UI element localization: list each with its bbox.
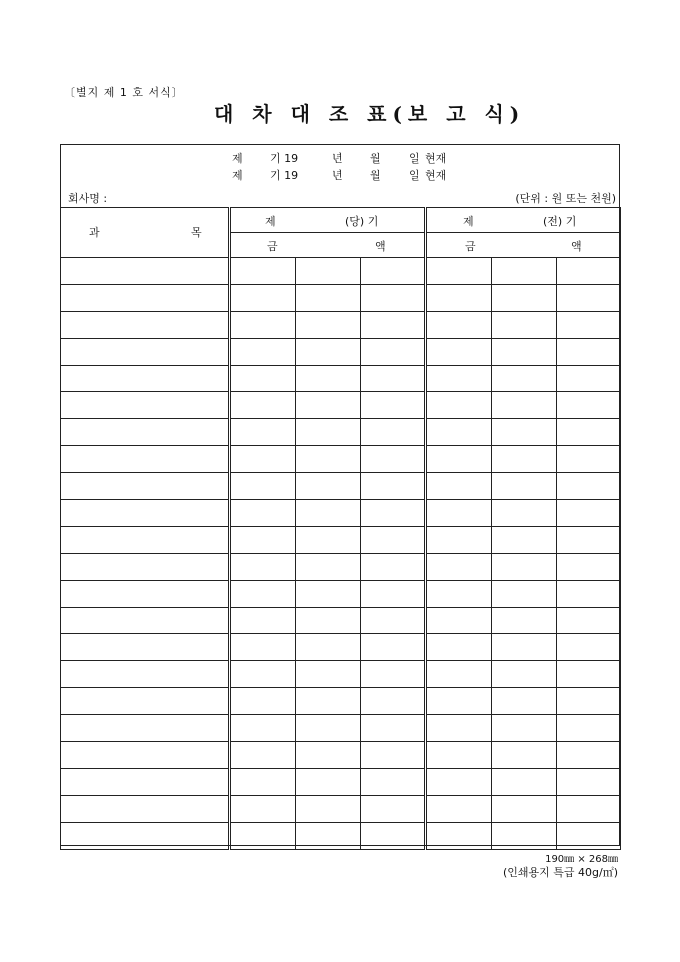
amount-cell[interactable] xyxy=(361,419,426,446)
amount-cell[interactable] xyxy=(557,526,621,553)
amount-cell[interactable] xyxy=(296,500,361,527)
amount-cell[interactable] xyxy=(361,311,426,338)
amount-cell[interactable] xyxy=(557,607,621,634)
period-1-prefix: 제 xyxy=(232,152,243,165)
account-header xyxy=(61,208,230,258)
amount-cell[interactable] xyxy=(557,473,621,500)
paper-size: 190㎜ × 268㎜ xyxy=(545,854,618,865)
account-cell[interactable] xyxy=(61,795,230,822)
account-cell[interactable] xyxy=(61,580,230,607)
current-period-prefix: 제 xyxy=(265,215,276,228)
amount-cell[interactable] xyxy=(492,580,557,607)
amount-cell[interactable] xyxy=(492,284,557,311)
amount-cell[interactable] xyxy=(361,553,426,580)
amount-cell[interactable] xyxy=(557,822,621,849)
amount-cell[interactable] xyxy=(492,419,557,446)
account-header-char2: 목 xyxy=(191,226,202,239)
account-cell[interactable] xyxy=(61,715,230,742)
form-number: 〔별지 제 1 호 서식〕 xyxy=(64,86,184,99)
table-row xyxy=(61,634,621,661)
amount-cell[interactable] xyxy=(230,661,296,688)
amount-cell[interactable] xyxy=(557,795,621,822)
account-cell[interactable] xyxy=(61,768,230,795)
amount-cell[interactable] xyxy=(296,392,361,419)
table-row xyxy=(61,419,621,446)
amount-cell[interactable] xyxy=(230,634,296,661)
amount-cell[interactable] xyxy=(492,742,557,769)
amount-cell[interactable] xyxy=(230,526,296,553)
prior-amount-header xyxy=(426,233,621,258)
table-row xyxy=(61,338,621,365)
amount-cell[interactable] xyxy=(492,634,557,661)
amount-cell[interactable] xyxy=(426,795,492,822)
amount-cell[interactable] xyxy=(296,715,361,742)
current-amount-char1: 금 xyxy=(267,240,278,253)
amount-cell[interactable] xyxy=(296,365,361,392)
table-row xyxy=(61,768,621,795)
amount-cell[interactable] xyxy=(426,419,492,446)
prior-period-prefix: 제 xyxy=(463,215,474,228)
amount-cell[interactable] xyxy=(361,338,426,365)
table-row xyxy=(61,446,621,473)
account-cell[interactable] xyxy=(61,392,230,419)
account-cell[interactable] xyxy=(61,500,230,527)
amount-cell[interactable] xyxy=(492,822,557,849)
amount-cell[interactable] xyxy=(426,392,492,419)
table-row xyxy=(61,392,621,419)
amount-cell[interactable] xyxy=(426,553,492,580)
amount-cell[interactable] xyxy=(426,580,492,607)
amount-cell[interactable] xyxy=(426,661,492,688)
amount-cell[interactable] xyxy=(230,338,296,365)
table-row xyxy=(61,311,621,338)
amount-cell[interactable] xyxy=(492,258,557,285)
amount-cell[interactable] xyxy=(296,822,361,849)
prior-amount-char2: 액 xyxy=(571,240,582,253)
account-cell[interactable] xyxy=(61,258,230,285)
account-cell[interactable] xyxy=(61,526,230,553)
period-2-year: 년 xyxy=(332,169,343,182)
amount-cell[interactable] xyxy=(492,365,557,392)
amount-cell[interactable] xyxy=(230,392,296,419)
current-period-label: (당) 기 xyxy=(345,215,379,228)
amount-cell[interactable] xyxy=(492,715,557,742)
account-cell[interactable] xyxy=(61,634,230,661)
document-title: 대 차 대 조 표(보 고 식) xyxy=(214,102,526,126)
balance-sheet-table xyxy=(60,207,621,850)
amount-cell[interactable] xyxy=(492,553,557,580)
amount-cell[interactable] xyxy=(361,607,426,634)
amount-cell[interactable] xyxy=(296,338,361,365)
amount-cell[interactable] xyxy=(492,526,557,553)
company-name-label: 회사명 : xyxy=(68,192,108,205)
table-row xyxy=(61,822,621,849)
amount-cell[interactable] xyxy=(492,688,557,715)
period-2-suffix: 현재 xyxy=(425,169,447,182)
period-1-term: 기 19 xyxy=(270,152,299,165)
amount-cell[interactable] xyxy=(230,795,296,822)
account-cell[interactable] xyxy=(61,419,230,446)
amount-cell[interactable] xyxy=(492,795,557,822)
table-row xyxy=(61,284,621,311)
amount-cell[interactable] xyxy=(296,526,361,553)
amount-cell[interactable] xyxy=(557,338,621,365)
amount-cell[interactable] xyxy=(230,419,296,446)
amount-cell[interactable] xyxy=(230,580,296,607)
paper-spec: (인쇄용지 특급 40g/㎡) xyxy=(502,866,618,879)
amount-cell[interactable] xyxy=(296,607,361,634)
amount-cell[interactable] xyxy=(230,768,296,795)
current-amount-char2: 액 xyxy=(375,240,386,253)
current-period-header xyxy=(230,208,426,233)
table-row xyxy=(61,607,621,634)
amount-cell[interactable] xyxy=(557,258,621,285)
amount-cell[interactable] xyxy=(361,365,426,392)
amount-cell[interactable] xyxy=(230,258,296,285)
amount-cell[interactable] xyxy=(361,822,426,849)
amount-cell[interactable] xyxy=(361,526,426,553)
table-row xyxy=(61,553,621,580)
amount-cell[interactable] xyxy=(296,580,361,607)
amount-cell[interactable] xyxy=(426,768,492,795)
period-1-year: 년 xyxy=(332,152,343,165)
amount-cell[interactable] xyxy=(426,338,492,365)
amount-cell[interactable] xyxy=(230,688,296,715)
amount-cell[interactable] xyxy=(492,392,557,419)
amount-cell[interactable] xyxy=(361,500,426,527)
amount-cell[interactable] xyxy=(557,311,621,338)
table-row xyxy=(61,580,621,607)
amount-cell[interactable] xyxy=(361,446,426,473)
amount-cell[interactable] xyxy=(492,338,557,365)
table-row xyxy=(61,500,621,527)
amount-cell[interactable] xyxy=(361,795,426,822)
table-body xyxy=(61,258,621,850)
amount-cell[interactable] xyxy=(361,258,426,285)
amount-cell[interactable] xyxy=(426,311,492,338)
amount-cell[interactable] xyxy=(557,365,621,392)
amount-cell[interactable] xyxy=(426,284,492,311)
amount-cell[interactable] xyxy=(361,688,426,715)
account-cell[interactable] xyxy=(61,446,230,473)
prior-amount-char1: 금 xyxy=(465,240,476,253)
amount-cell[interactable] xyxy=(230,553,296,580)
amount-cell[interactable] xyxy=(361,284,426,311)
amount-cell[interactable] xyxy=(557,715,621,742)
amount-cell[interactable] xyxy=(426,526,492,553)
amount-cell[interactable] xyxy=(426,258,492,285)
account-cell[interactable] xyxy=(61,311,230,338)
account-cell[interactable] xyxy=(61,284,230,311)
amount-cell[interactable] xyxy=(230,607,296,634)
amount-cell[interactable] xyxy=(492,500,557,527)
account-cell[interactable] xyxy=(61,661,230,688)
period-1-day: 일 xyxy=(409,152,420,165)
amount-cell[interactable] xyxy=(296,284,361,311)
amount-cell[interactable] xyxy=(296,688,361,715)
account-cell[interactable] xyxy=(61,473,230,500)
amount-cell[interactable] xyxy=(296,473,361,500)
period-1-suffix: 현재 xyxy=(425,152,447,165)
account-cell[interactable] xyxy=(61,553,230,580)
table-row xyxy=(61,661,621,688)
account-cell[interactable] xyxy=(61,742,230,769)
amount-cell[interactable] xyxy=(230,365,296,392)
amount-cell[interactable] xyxy=(361,661,426,688)
period-2-prefix: 제 xyxy=(232,169,243,182)
amount-cell[interactable] xyxy=(426,822,492,849)
amount-cell[interactable] xyxy=(296,768,361,795)
amount-cell[interactable] xyxy=(296,311,361,338)
period-2-month: 월 xyxy=(370,169,381,182)
amount-cell[interactable] xyxy=(230,311,296,338)
table-row xyxy=(61,688,621,715)
amount-cell[interactable] xyxy=(230,715,296,742)
amount-cell[interactable] xyxy=(361,392,426,419)
amount-cell[interactable] xyxy=(230,284,296,311)
amount-cell[interactable] xyxy=(296,661,361,688)
amount-cell[interactable] xyxy=(557,446,621,473)
amount-cell[interactable] xyxy=(557,768,621,795)
amount-cell[interactable] xyxy=(230,473,296,500)
prior-period-header xyxy=(426,208,621,233)
amount-cell[interactable] xyxy=(557,284,621,311)
amount-cell[interactable] xyxy=(426,446,492,473)
account-cell[interactable] xyxy=(61,365,230,392)
table-row xyxy=(61,715,621,742)
amount-cell[interactable] xyxy=(557,419,621,446)
amount-cell[interactable] xyxy=(557,553,621,580)
amount-cell[interactable] xyxy=(492,473,557,500)
amount-cell[interactable] xyxy=(492,311,557,338)
amount-cell[interactable] xyxy=(361,473,426,500)
amount-cell[interactable] xyxy=(426,715,492,742)
amount-cell[interactable] xyxy=(426,688,492,715)
account-cell[interactable] xyxy=(61,688,230,715)
amount-cell[interactable] xyxy=(557,634,621,661)
amount-cell[interactable] xyxy=(492,446,557,473)
amount-cell[interactable] xyxy=(296,419,361,446)
amount-cell[interactable] xyxy=(296,795,361,822)
account-cell[interactable] xyxy=(61,607,230,634)
amount-cell[interactable] xyxy=(361,768,426,795)
amount-cell[interactable] xyxy=(557,580,621,607)
amount-cell[interactable] xyxy=(557,661,621,688)
amount-cell[interactable] xyxy=(296,446,361,473)
amount-cell[interactable] xyxy=(557,742,621,769)
amount-cell[interactable] xyxy=(426,607,492,634)
table-row xyxy=(61,795,621,822)
period-1-month: 월 xyxy=(370,152,381,165)
unit-label: (단위 : 원 또는 천원) xyxy=(515,192,616,205)
period-2-day: 일 xyxy=(409,169,420,182)
amount-cell[interactable] xyxy=(492,661,557,688)
amount-cell[interactable] xyxy=(361,634,426,661)
amount-cell[interactable] xyxy=(426,742,492,769)
amount-cell[interactable] xyxy=(230,822,296,849)
table-row xyxy=(61,742,621,769)
period-2-term: 기 19 xyxy=(270,169,299,182)
amount-cell[interactable] xyxy=(296,553,361,580)
amount-cell[interactable] xyxy=(230,446,296,473)
amount-cell[interactable] xyxy=(230,742,296,769)
account-cell[interactable] xyxy=(61,338,230,365)
amount-cell[interactable] xyxy=(230,500,296,527)
amount-cell[interactable] xyxy=(426,500,492,527)
amount-cell[interactable] xyxy=(426,365,492,392)
amount-cell[interactable] xyxy=(557,392,621,419)
amount-cell[interactable] xyxy=(426,634,492,661)
table-row xyxy=(61,258,621,285)
amount-cell[interactable] xyxy=(426,473,492,500)
amount-cell[interactable] xyxy=(557,500,621,527)
prior-period-label: (전) 기 xyxy=(543,215,577,228)
account-cell[interactable] xyxy=(61,822,230,849)
current-amount-header xyxy=(230,233,426,258)
amount-cell[interactable] xyxy=(557,688,621,715)
amount-cell[interactable] xyxy=(361,742,426,769)
amount-cell[interactable] xyxy=(361,715,426,742)
table-row xyxy=(61,526,621,553)
table-row xyxy=(61,473,621,500)
account-header-char1: 과 xyxy=(89,226,100,239)
amount-cell[interactable] xyxy=(492,607,557,634)
amount-cell[interactable] xyxy=(296,634,361,661)
amount-cell[interactable] xyxy=(361,580,426,607)
amount-cell[interactable] xyxy=(296,742,361,769)
table-row xyxy=(61,365,621,392)
amount-cell[interactable] xyxy=(492,768,557,795)
amount-cell[interactable] xyxy=(296,258,361,285)
